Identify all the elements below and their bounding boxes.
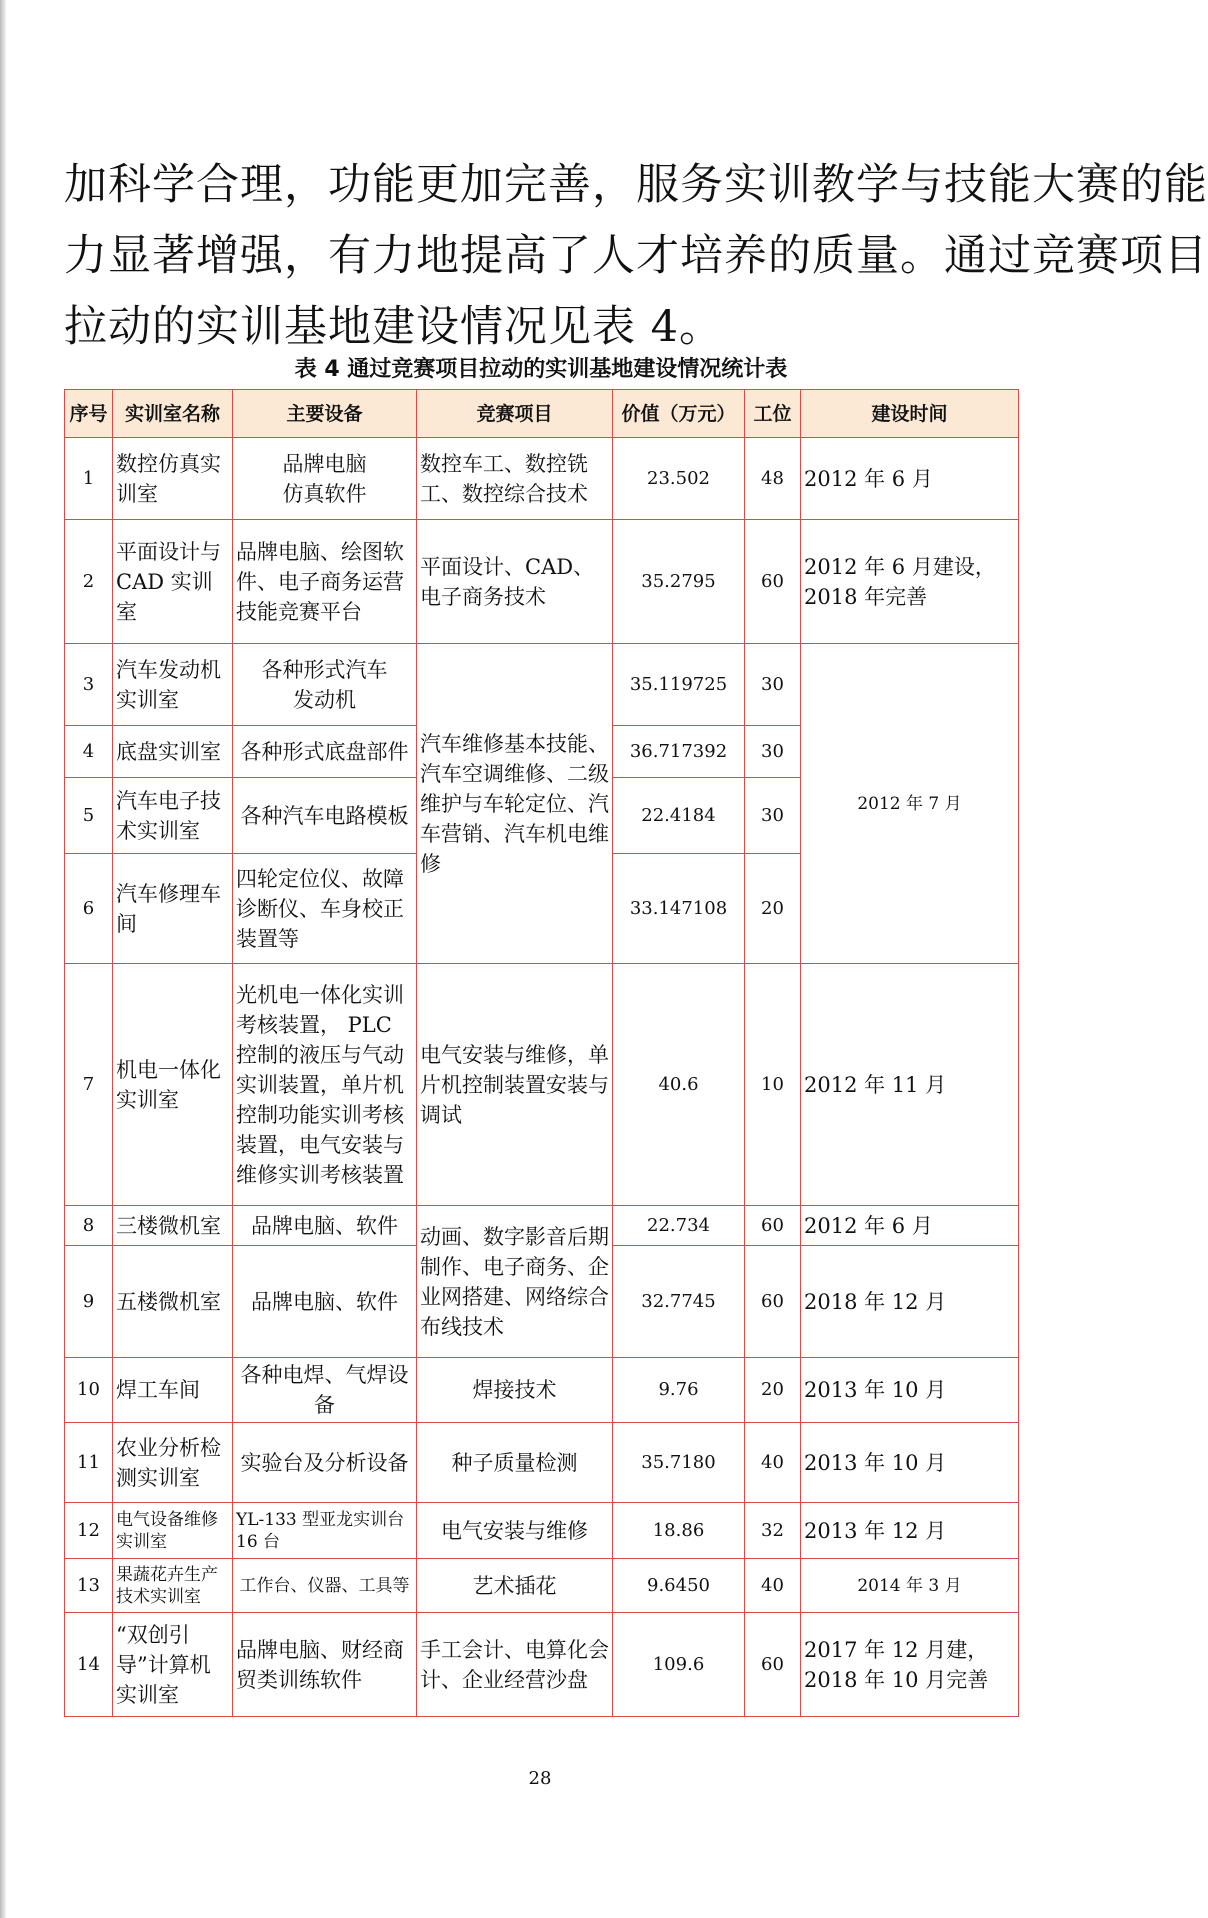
cell-value: 32.7745: [613, 1246, 745, 1358]
cell-no: 5: [65, 778, 113, 854]
header-name: 实训室名称: [113, 390, 233, 438]
table-row: [65, 520, 1019, 644]
cell-time: 2013 年 10 月: [801, 1358, 1019, 1423]
cell-name: 三楼微机室: [113, 1206, 233, 1246]
table-row: [65, 1559, 1019, 1613]
cell-value: 36.717392: [613, 726, 745, 778]
cell-time: 2018 年 12 月: [801, 1246, 1019, 1358]
cell-value: 18.86: [613, 1503, 745, 1559]
cell-stations: 60: [745, 520, 801, 644]
cell-no: 3: [65, 644, 113, 726]
page-edge-shadow: [0, 0, 6, 1918]
cell-value: 9.6450: [613, 1559, 745, 1613]
cell-no: 10: [65, 1358, 113, 1423]
table-row: [65, 1503, 1019, 1559]
cell-equipment: 各种电焊、气焊设备: [233, 1358, 417, 1423]
table-row: [65, 644, 1019, 726]
cell-name: 电气设备维修实训室: [113, 1503, 233, 1559]
cell-stations: 30: [745, 644, 801, 726]
cell-value: 22.734: [613, 1206, 745, 1246]
cell-equipment: 品牌电脑、软件: [233, 1206, 417, 1246]
header-time: 建设时间: [801, 390, 1019, 438]
cell-project: 电气安装与维修: [417, 1503, 613, 1559]
cell-stations: 32: [745, 1503, 801, 1559]
cell-stations: 40: [745, 1559, 801, 1613]
cell-no: 1: [65, 438, 113, 520]
cell-stations: 60: [745, 1613, 801, 1717]
cell-equipment: 各种形式汽车 发动机: [233, 644, 417, 726]
cell-name: 焊工车间: [113, 1358, 233, 1423]
cell-equipment: 品牌电脑 仿真软件: [233, 438, 417, 520]
cell-stations: 20: [745, 854, 801, 964]
cell-name: 五楼微机室: [113, 1246, 233, 1358]
cell-value: 9.76: [613, 1358, 745, 1423]
cell-value: 109.6: [613, 1613, 745, 1717]
table-row: [65, 964, 1019, 1206]
cell-no: 2: [65, 520, 113, 644]
intro-line: 力显著增强，有力地提高了人才培养的质量。通过竞赛项目: [64, 231, 1208, 281]
header-project: 竞赛项目: [417, 390, 613, 438]
cell-name: 农业分析检测实训室: [113, 1423, 233, 1503]
cell-project: 种子质量检测: [417, 1423, 613, 1503]
intro-line: 加科学合理，功能更加完善，服务实训教学与技能大赛的能: [64, 160, 1208, 210]
cell-no: 14: [65, 1613, 113, 1717]
cell-time: 2012 年 11 月: [801, 964, 1019, 1206]
cell-equipment: 品牌电脑、绘图软件、电子商务运营技能竞赛平台: [233, 520, 417, 644]
table-row: [65, 1423, 1019, 1503]
table-row: [65, 1613, 1019, 1717]
cell-no: 7: [65, 964, 113, 1206]
cell-no: 13: [65, 1559, 113, 1613]
cell-project-merged: 动画、数字影音后期制作、电子商务、企业网搭建、网络综合布线技术: [417, 1206, 613, 1358]
cell-equipment: 各种汽车电路模板: [233, 778, 417, 854]
header-equipment: 主要设备: [233, 390, 417, 438]
cell-no: 9: [65, 1246, 113, 1358]
cell-name: 机电一体化实训室: [113, 964, 233, 1206]
cell-value: 33.147108: [613, 854, 745, 964]
cell-equipment: 实验台及分析设备: [233, 1423, 417, 1503]
cell-value: 22.4184: [613, 778, 745, 854]
cell-value: 35.2795: [613, 520, 745, 644]
cell-name: 数控仿真实训室: [113, 438, 233, 520]
cell-project: 手工会计、电算化会计、企业经营沙盘: [417, 1613, 613, 1717]
cell-project: 数控车工、数控铣工、数控综合技术: [417, 438, 613, 520]
cell-name: 汽车电子技术实训室: [113, 778, 233, 854]
cell-equipment: 品牌电脑、财经商贸类训练软件: [233, 1613, 417, 1717]
cell-no: 11: [65, 1423, 113, 1503]
cell-time-merged: 2012 年 7 月: [801, 644, 1019, 964]
cell-project-merged: 汽车维修基本技能、汽车空调维修、二级维护与车轮定位、汽车营销、汽车机电维修: [417, 644, 613, 964]
table-header-row: [65, 390, 1019, 438]
cell-stations: 48: [745, 438, 801, 520]
header-stations: 工位: [745, 390, 801, 438]
cell-name: 汽车发动机实训室: [113, 644, 233, 726]
cell-no: 6: [65, 854, 113, 964]
cell-time: 2017 年 12 月建，2018 年 10 月完善: [801, 1613, 1019, 1717]
cell-equipment: 各种形式底盘部件: [233, 726, 417, 778]
header-no: 序号: [65, 390, 113, 438]
cell-equipment: YL-133 型亚龙实训台 16 台: [233, 1503, 417, 1559]
cell-stations: 20: [745, 1358, 801, 1423]
cell-name: “双创引导”计算机实训室: [113, 1613, 233, 1717]
cell-no: 12: [65, 1503, 113, 1559]
page-number: 28: [528, 1768, 552, 1789]
training-base-table: [64, 389, 1019, 1717]
cell-project: 艺术插花: [417, 1559, 613, 1613]
cell-no: 8: [65, 1206, 113, 1246]
table-row: [65, 438, 1019, 520]
cell-stations: 60: [745, 1206, 801, 1246]
cell-project: 电气安装与维修，单片机控制装置安装与调试: [417, 964, 613, 1206]
cell-equipment: 工作台、仪器、工具等: [233, 1559, 417, 1613]
cell-stations: 10: [745, 964, 801, 1206]
cell-time: 2012 年 6 月建设，2018 年完善: [801, 520, 1019, 644]
cell-no: 4: [65, 726, 113, 778]
cell-time: 2012 年 6 月: [801, 1206, 1019, 1246]
table-row: [65, 1358, 1019, 1423]
cell-time: 2013 年 10 月: [801, 1423, 1019, 1503]
cell-stations: 40: [745, 1423, 801, 1503]
cell-time: 2012 年 6 月: [801, 438, 1019, 520]
cell-name: 底盘实训室: [113, 726, 233, 778]
table-caption: 表 4 通过竞赛项目拉动的实训基地建设情况统计表: [294, 357, 788, 382]
cell-equipment: 四轮定位仪、故障诊断仪、车身校正装置等: [233, 854, 417, 964]
cell-equipment: 品牌电脑、软件: [233, 1246, 417, 1358]
table-row: [65, 1206, 1019, 1246]
cell-value: 40.6: [613, 964, 745, 1206]
cell-value: 35.7180: [613, 1423, 745, 1503]
intro-paragraph: [64, 150, 1208, 363]
cell-stations: 30: [745, 726, 801, 778]
cell-equipment: 光机电一体化实训考核装置， PLC 控制的液压与气动实训装置，单片机控制功能实训考核装置，电气安装与维修实训考核装置: [233, 964, 417, 1206]
cell-stations: 60: [745, 1246, 801, 1358]
cell-project: 焊接技术: [417, 1358, 613, 1423]
cell-project: 平面设计、CAD、电子商务技术: [417, 520, 613, 644]
cell-time: 2014 年 3 月: [801, 1559, 1019, 1613]
cell-stations: 30: [745, 778, 801, 854]
cell-name: 平面设计与 CAD 实训室: [113, 520, 233, 644]
intro-line: 拉动的实训基地建设情况见表 4。: [64, 302, 724, 352]
cell-value: 23.502: [613, 438, 745, 520]
cell-value: 35.119725: [613, 644, 745, 726]
cell-time: 2013 年 12 月: [801, 1503, 1019, 1559]
cell-name: 果蔬花卉生产技术实训室: [113, 1559, 233, 1613]
cell-name: 汽车修理车间: [113, 854, 233, 964]
header-value: 价值（万元）: [613, 390, 745, 438]
